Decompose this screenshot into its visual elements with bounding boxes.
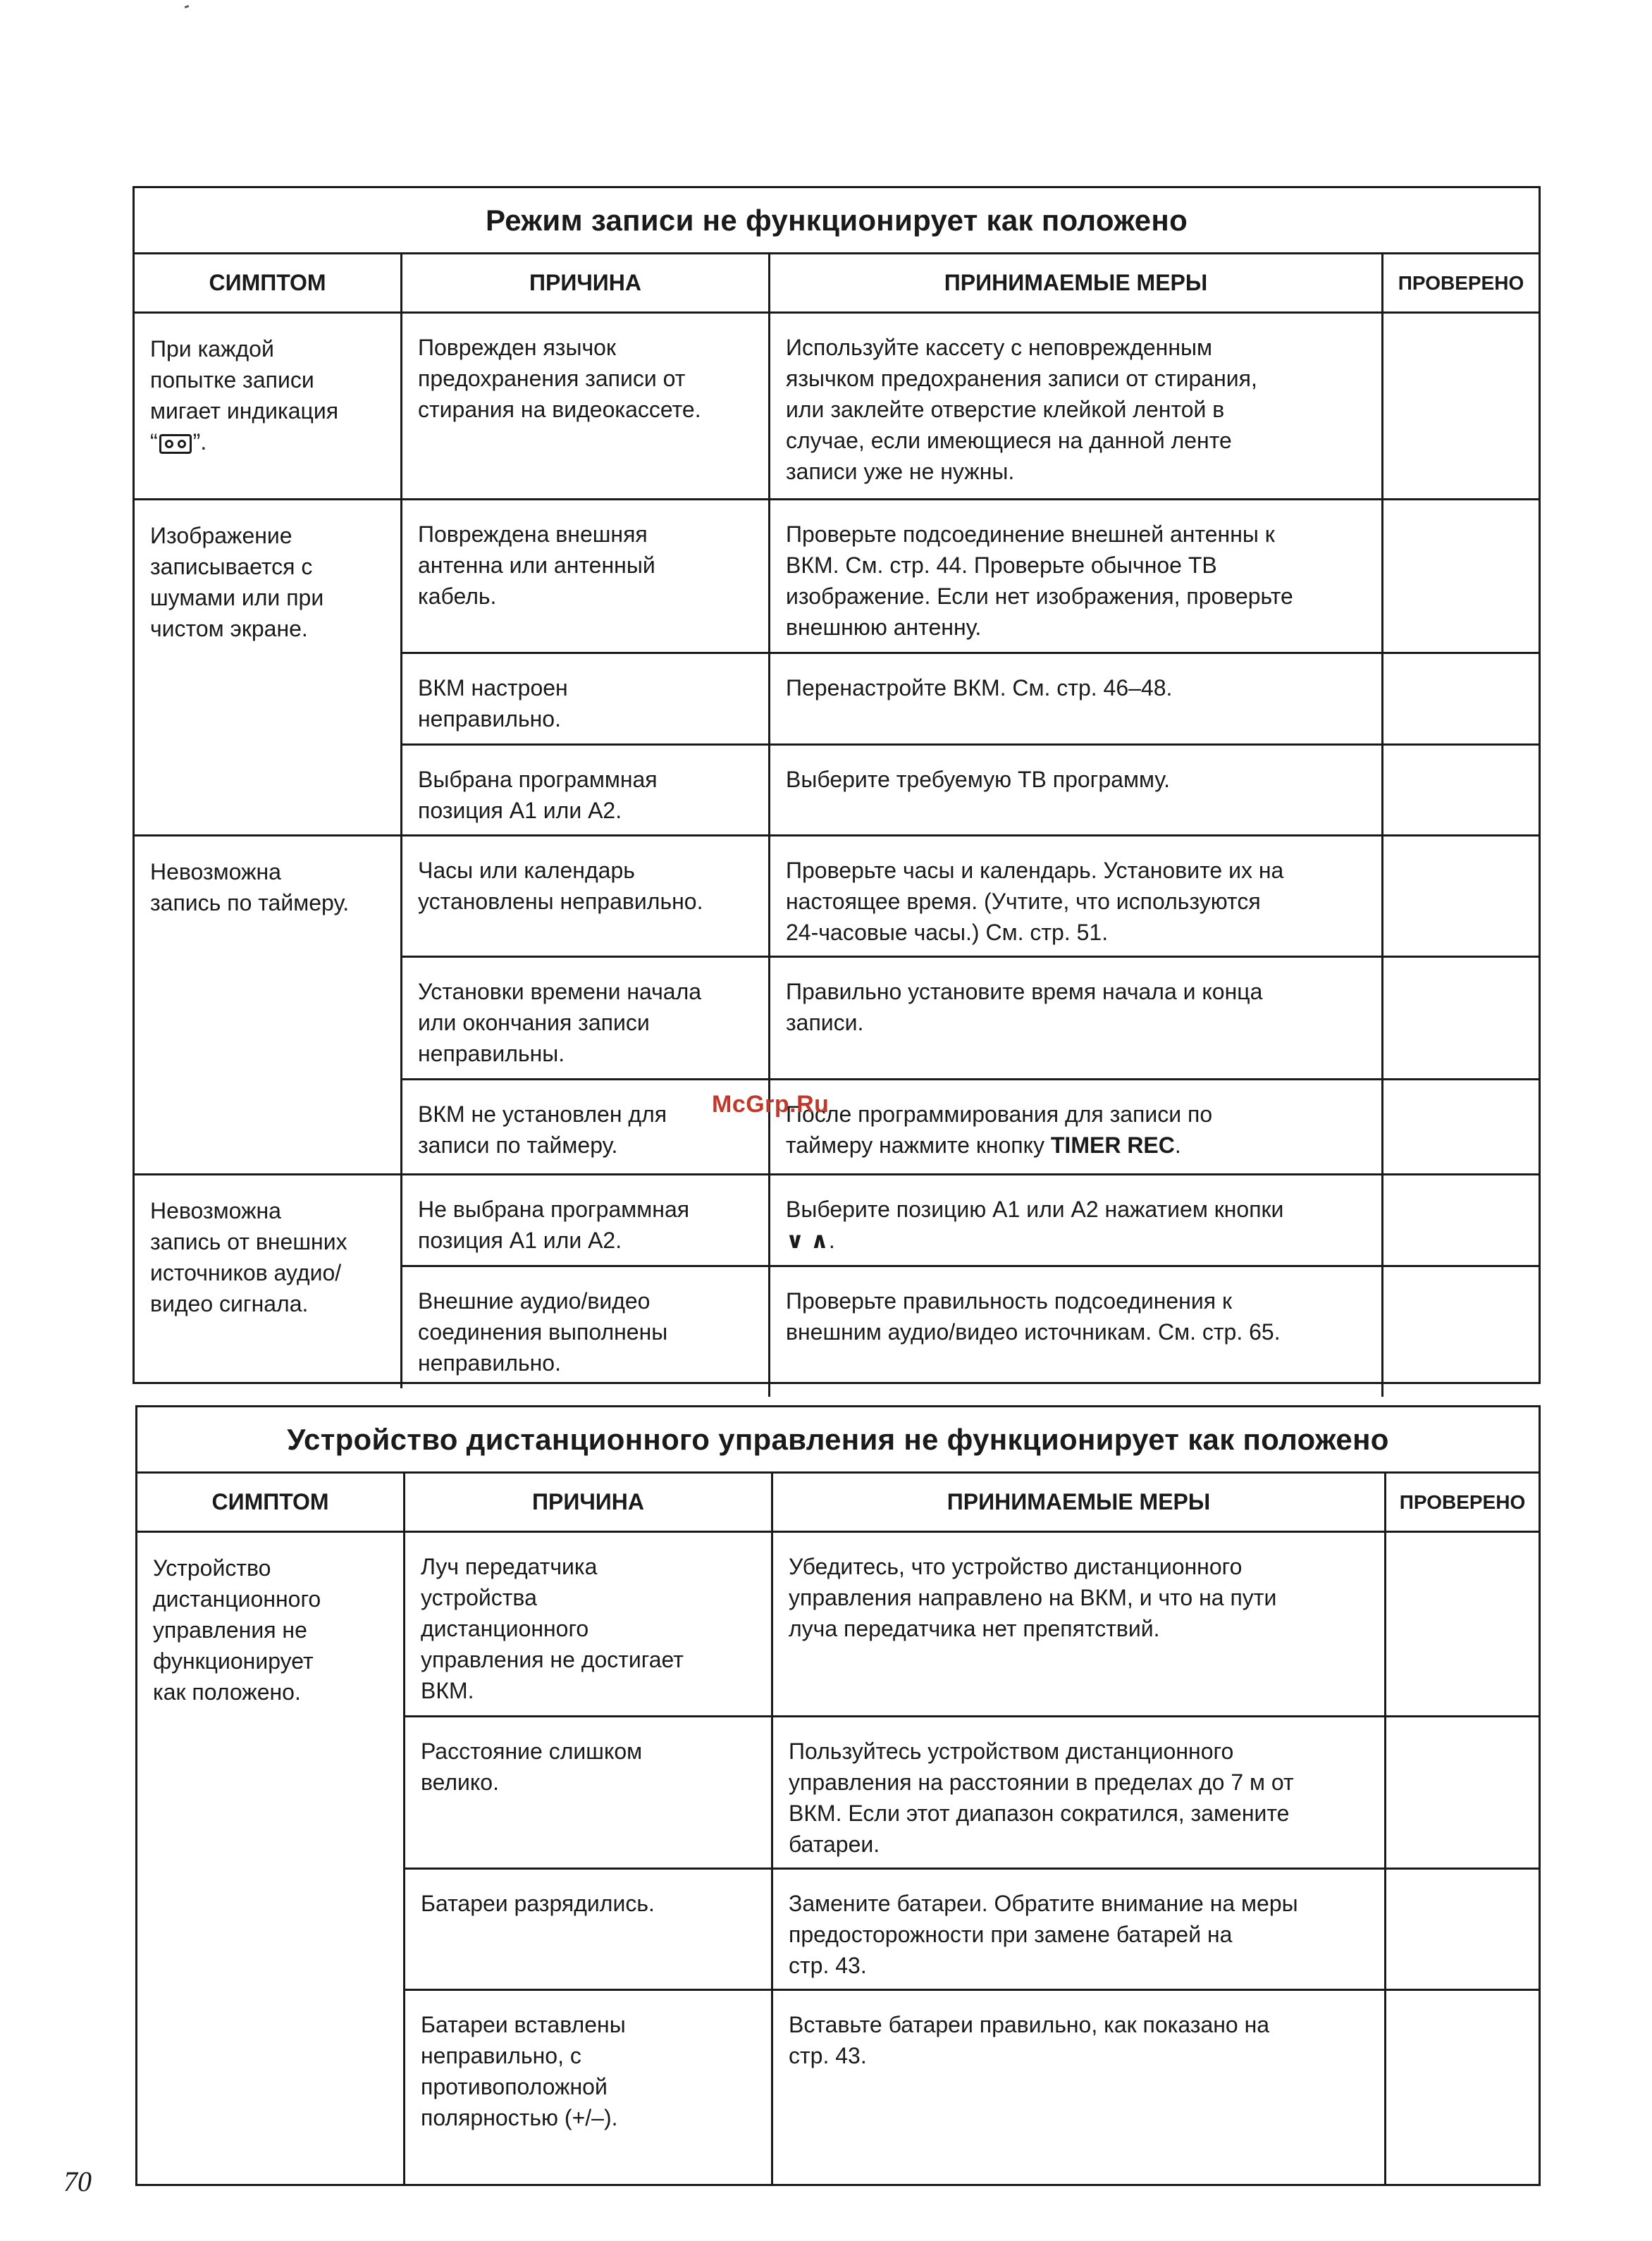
symptom-cell: Невозможна запись по таймеру. bbox=[135, 836, 402, 1173]
checked-cell[interactable] bbox=[1383, 958, 1539, 1078]
cause-cell: ВКМ не установлен для записи по таймеру. bbox=[402, 1080, 770, 1179]
remote-control-troubleshooting-table bbox=[135, 1405, 1541, 2186]
cause-remedy-row bbox=[402, 958, 1539, 1080]
symptom-cell bbox=[135, 314, 402, 498]
checked-cell[interactable] bbox=[1386, 1991, 1539, 2184]
cause-remedy-row bbox=[402, 500, 1539, 654]
page-number: 70 bbox=[63, 2166, 92, 2197]
cause-remedy-row bbox=[402, 1267, 1539, 1397]
header-checked: ПРОВЕРЕНО bbox=[1399, 1490, 1526, 1513]
cause-remedy-row bbox=[402, 836, 1539, 958]
checked-cell[interactable] bbox=[1383, 746, 1539, 844]
scan-speck bbox=[185, 5, 190, 8]
symptom-cell: Невозможна запись от внешних источников аудио/ видео сигнала. bbox=[135, 1175, 402, 1388]
cause-cell: Установки времени начала или окончания записи неправильны. bbox=[402, 958, 770, 1078]
remedy-text: Выберите позицию А1 или А2 нажатием кнопки bbox=[786, 1197, 1284, 1222]
remedy-text-end: . bbox=[828, 1228, 835, 1253]
remedy-cell: Проверьте часы и календарь. Установите их на настоящее время. (Учтите, что используются 24-часовые часы.) См. стр. 51. bbox=[770, 836, 1383, 956]
remedy-cell: Проверьте правильность подсоединения к внешним аудио/видео источникам. См. стр. 65. bbox=[770, 1267, 1383, 1397]
cause-cell: ВКМ настроен неправильно. bbox=[402, 654, 770, 743]
cause-cell: Луч передатчика устройства дистанционного управления не достигает ВКМ. bbox=[405, 1533, 773, 1715]
cause-remedy-row bbox=[405, 1717, 1539, 1870]
symptom-cell: Устройство дистанционного управления не функционирует как положено. bbox=[137, 1533, 405, 2184]
remedy-cell: Выберите требуемую ТВ программу. bbox=[770, 746, 1383, 844]
remedy-cell: Перенастройте ВКМ. См. стр. 46–48. bbox=[770, 654, 1383, 743]
checked-cell[interactable] bbox=[1383, 500, 1539, 652]
remedy-cell: Вставьте батареи правильно, как показано на стр. 43. bbox=[773, 1991, 1386, 2184]
cause-cell: Батареи разрядились. bbox=[405, 1870, 773, 1989]
checked-cell[interactable] bbox=[1383, 314, 1539, 505]
header-remedy: ПРИНИМАЕМЫЕ МЕРЫ bbox=[773, 1474, 1386, 1531]
cause-remedy-row bbox=[402, 1080, 1539, 1179]
remedy-cell bbox=[770, 1080, 1383, 1179]
checked-cell[interactable] bbox=[1383, 1267, 1539, 1397]
header-checked: ПРОВЕРЕНО bbox=[1398, 271, 1524, 294]
header-remedy: ПРИНИМАЕМЫЕ МЕРЫ bbox=[770, 254, 1383, 311]
cause-remedy-row bbox=[405, 1991, 1539, 2184]
table-row bbox=[137, 1533, 1539, 2184]
checked-cell[interactable] bbox=[1386, 1533, 1539, 1715]
cause-cell: Расстояние слишком велико. bbox=[405, 1717, 773, 1868]
table-title: Режим записи не функционирует как положено bbox=[135, 188, 1539, 254]
cassette-icon bbox=[159, 434, 192, 454]
symptom-cell: Изображение записывается с шумами или при чистом экране. bbox=[135, 500, 402, 834]
header-cause: ПРИЧИНА bbox=[402, 254, 770, 311]
cause-remedy-row bbox=[405, 1533, 1539, 1717]
cause-cell: Не выбрана программная позиция А1 или А2. bbox=[402, 1175, 770, 1265]
remedy-text: После программирования для записи по таймеру нажмите кнопку bbox=[786, 1101, 1213, 1158]
table-row bbox=[135, 314, 1539, 500]
checked-cell[interactable] bbox=[1383, 1175, 1539, 1265]
checked-cell[interactable] bbox=[1386, 1717, 1539, 1868]
checked-cell[interactable] bbox=[1383, 654, 1539, 743]
recording-troubleshooting-table bbox=[132, 186, 1541, 1384]
header-symptom: СИМПТОМ bbox=[137, 1474, 405, 1531]
cause-cell: Батареи вставлены неправильно, с противоположной полярностью (+/–). bbox=[405, 1991, 773, 2184]
remedy-cell: Убедитесь, что устройство дистанционного управления направлено на ВКМ, и что на пути луча передатчика нет препятствий. bbox=[773, 1533, 1386, 1715]
cause-remedy-row bbox=[402, 746, 1539, 844]
table-row bbox=[135, 836, 1539, 1175]
header-cause: ПРИЧИНА bbox=[405, 1474, 773, 1531]
cause-remedy-row bbox=[405, 1870, 1539, 1991]
remedy-cell bbox=[770, 1175, 1383, 1265]
checked-cell[interactable] bbox=[1383, 1080, 1539, 1179]
cause-cell: Часы или календарь установлены неправильно. bbox=[402, 836, 770, 956]
cause-remedy-row bbox=[402, 654, 1539, 746]
cause-cell: Поврежден язычок предохранения записи от стирания на видеокассете. bbox=[402, 314, 770, 505]
cause-cell: Внешние аудио/видео соединения выполнены неправильно. bbox=[402, 1267, 770, 1397]
symptom-text-end: ”. bbox=[192, 429, 207, 455]
remedy-cell: Используйте кассету с неповрежденным язычком предохранения записи от стирания, или заклейте отверстие клейкой лентой в случае, если имеющиеся на данной ленте записи уже не нужны. bbox=[770, 314, 1383, 505]
cause-remedy-row bbox=[402, 314, 1539, 505]
remedy-cell: Правильно установите время начала и конца записи. bbox=[770, 958, 1383, 1078]
table-header-row bbox=[135, 254, 1539, 314]
cause-remedy-row bbox=[402, 1175, 1539, 1267]
header-symptom: СИМПТОМ bbox=[135, 254, 402, 311]
timer-rec-key-label: TIMER REC bbox=[1050, 1132, 1175, 1158]
remedy-text-end: . bbox=[1174, 1132, 1181, 1158]
watermark: McGrp.Ru bbox=[712, 1091, 830, 1118]
table-row bbox=[135, 500, 1539, 836]
remedy-cell: Проверьте подсоединение внешней антенны к ВКМ. См. стр. 44. Проверьте обычное ТВ изображение. Если нет изображения, проверьте внешнюю антенну. bbox=[770, 500, 1383, 652]
channel-up-down-icon: ∨ ∧ bbox=[786, 1228, 829, 1253]
remedy-cell: Пользуйтесь устройством дистанционного управления на расстоянии в пределах до 7 м от ВКМ. Если этот диапазон сократился, замените батареи. bbox=[773, 1717, 1386, 1868]
table-title: Устройство дистанционного управления не функционирует как положено bbox=[137, 1407, 1539, 1474]
symptom-text: При каждой попытке записи мигает индикация “ bbox=[150, 336, 339, 455]
cause-cell: Выбрана программная позиция А1 или А2. bbox=[402, 746, 770, 844]
table-header-row bbox=[137, 1474, 1539, 1533]
checked-cell[interactable] bbox=[1386, 1870, 1539, 1989]
table-row bbox=[135, 1175, 1539, 1388]
remedy-cell: Замените батареи. Обратите внимание на меры предосторожности при замене батарей на стр. 43. bbox=[773, 1870, 1386, 1989]
cause-cell: Повреждена внешняя антенна или антенный кабель. bbox=[402, 500, 770, 652]
checked-cell[interactable] bbox=[1383, 836, 1539, 956]
